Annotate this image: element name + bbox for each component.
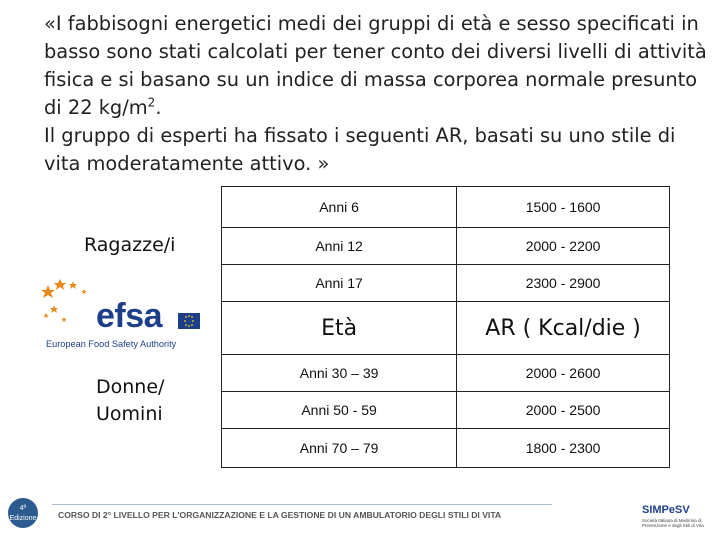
quote-paragraph-1: «I fabbisogni energetici medi dei gruppi di età e sesso specificati in basso sono stati calcolati per tener conto dei diversi livelli di attività fisica e si basano su un indice di massa corporea normale presunto di 22 $kg/m^2$. <box>44 12 707 119</box>
efsa-logo <box>40 275 208 357</box>
ar-cell: 2000 - 2500 <box>457 392 670 429</box>
eu-flag-icon <box>178 313 200 329</box>
ar-cell: 1500 - 1600 <box>457 187 670 228</box>
edition-badge: 4ª Edizione <box>8 498 38 528</box>
age-cell: Anni 12 <box>222 228 457 265</box>
efsa-wordmark: efsa <box>96 297 163 335</box>
efsa-subtitle: European Food Safety Authority <box>46 339 177 349</box>
table-row <box>222 429 670 468</box>
table-row <box>222 355 670 392</box>
header-age: Età <box>222 302 457 355</box>
header-ar: AR ( Kcal/die ) <box>457 302 670 355</box>
ar-cell: 2000 - 2600 <box>457 355 670 392</box>
superscript-2: 2 <box>147 95 156 110</box>
label-girls-boys: Ragazze/i <box>84 234 176 256</box>
table-row <box>222 265 670 302</box>
simpesv-logo: SIMPeSV <box>642 504 690 516</box>
footer-divider <box>52 504 552 505</box>
age-cell: Anni 70 – 79 <box>222 429 457 468</box>
age-cell: Anni 30 – 39 <box>222 355 457 392</box>
quote-paragraph-2: Il gruppo di esperti ha fissato i seguenti AR, basati su uno stile di vita moderatamente attivo. » <box>44 124 676 175</box>
simpesv-subtitle: Società Italiana di Medicina di Prevenzione e degli Stili di Vita <box>642 518 704 528</box>
ar-cell: 1800 - 2300 <box>525 440 601 456</box>
table-header-row <box>222 302 670 355</box>
age-cell: Anni 50 - 59 <box>222 392 457 429</box>
course-title: CORSO DI 2° LIVELLO PER L'ORGANIZZAZIONE E LA GESTIONE DI UN AMBULATORIO DEGLI STILI DI VITA <box>58 510 502 520</box>
age-cell: Anni 6 <box>222 187 457 228</box>
table-row <box>222 392 670 429</box>
table-row <box>222 187 670 228</box>
ar-cell: 2000 - 2200 <box>457 228 670 265</box>
table-row <box>222 228 670 265</box>
ar-cell: 2300 - 2900 <box>457 265 670 302</box>
footer-bar <box>0 494 720 540</box>
energy-requirements-table <box>221 186 670 468</box>
label-women-men: Donne/ Uomini <box>96 376 165 425</box>
stars-icon <box>40 275 100 325</box>
age-cell: Anni 17 <box>222 265 457 302</box>
intro-quote <box>44 10 714 178</box>
